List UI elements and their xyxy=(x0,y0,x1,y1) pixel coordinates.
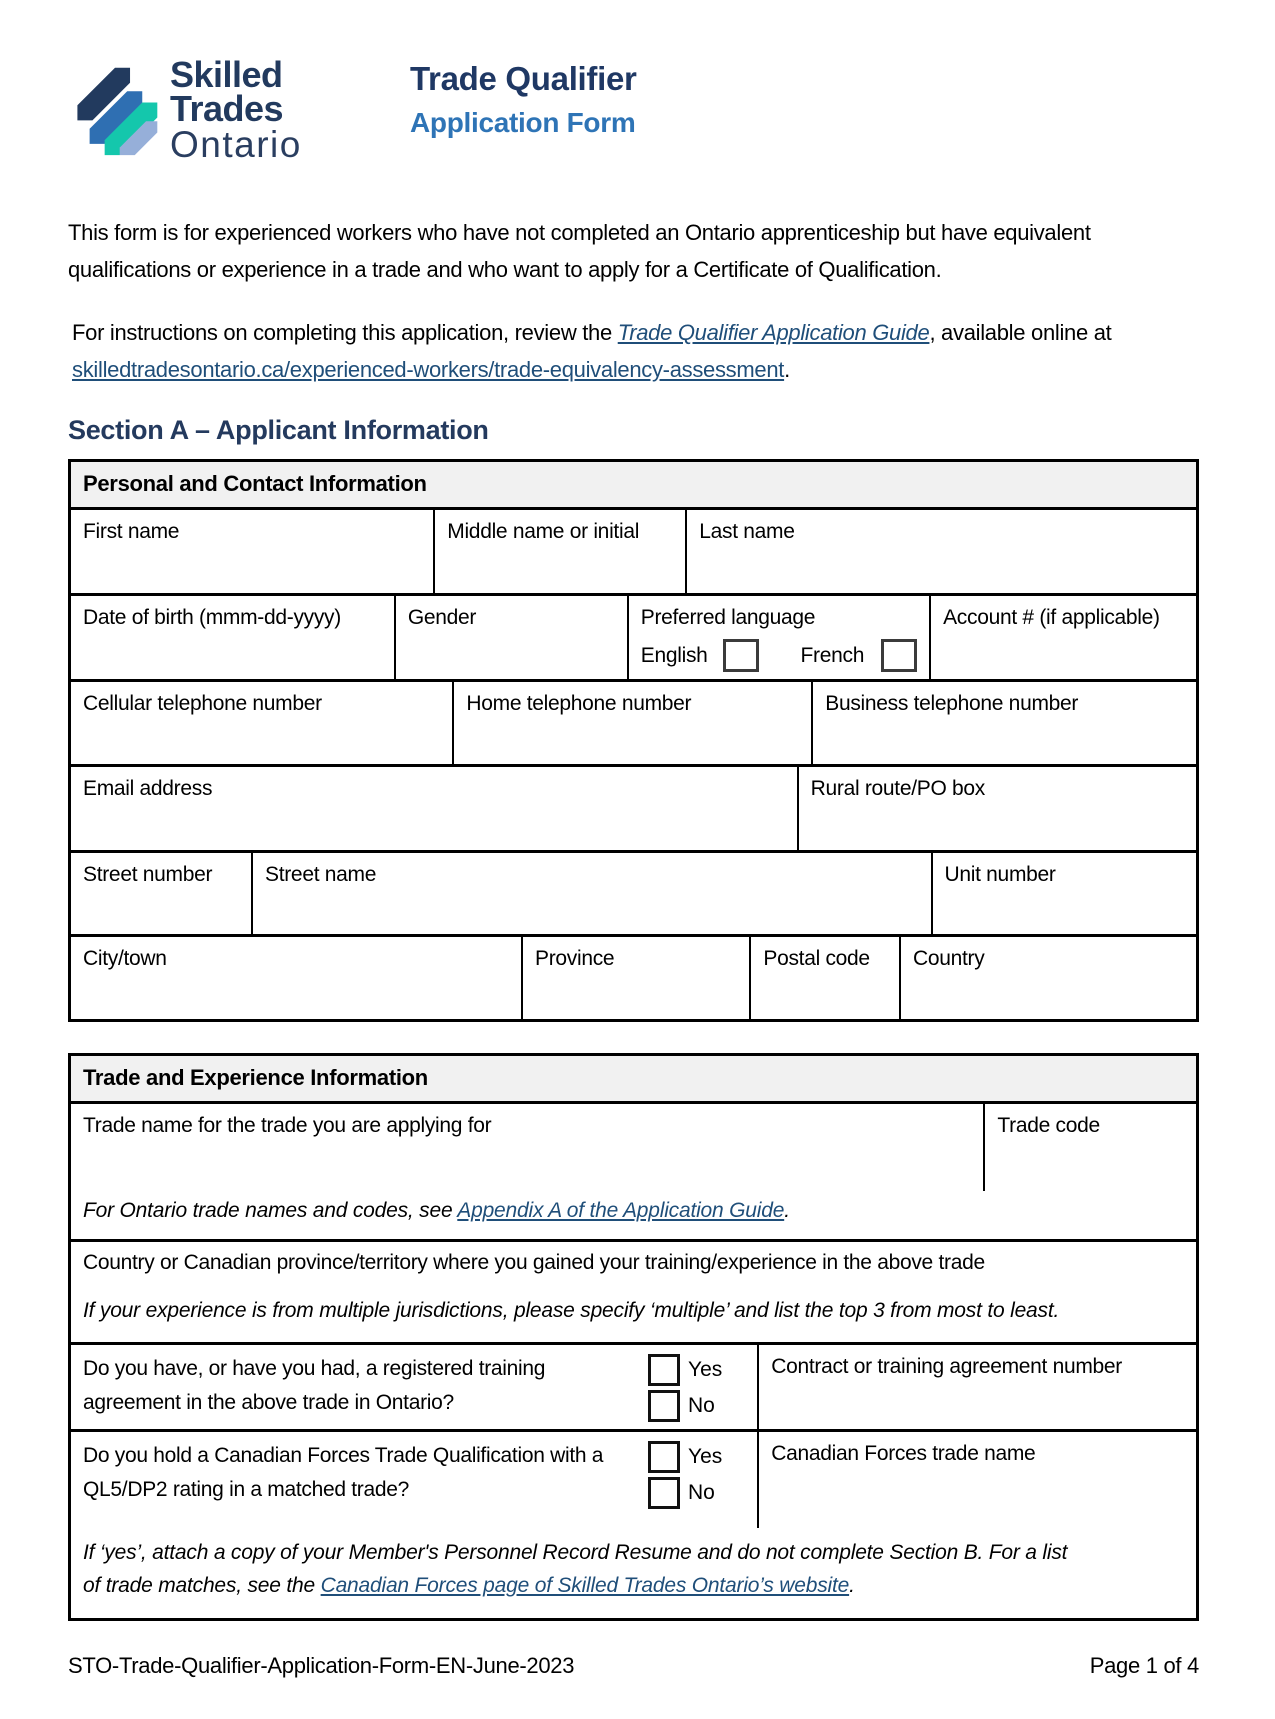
rural-route-field[interactable] xyxy=(797,767,1196,850)
unit-number-label: Unit number xyxy=(944,863,1056,886)
canadian-forces-yes-no xyxy=(648,1439,740,1521)
experience-country-label: Country or Canadian province/territory where you gained your training/experience in the above trade xyxy=(83,1251,985,1274)
street-address-row xyxy=(71,853,1196,937)
gender-label: Gender xyxy=(407,606,477,629)
home-phone-field[interactable] xyxy=(452,682,811,764)
name-row xyxy=(71,510,1196,596)
preferred-language-label: Preferred language xyxy=(640,606,816,629)
first-name-label: First name xyxy=(83,520,180,543)
canadian-forces-question-row xyxy=(71,1432,1196,1618)
yes-label: Yes xyxy=(688,1358,723,1381)
street-number-field[interactable] xyxy=(71,853,251,934)
no-label: No xyxy=(688,1394,715,1417)
gender-field[interactable] xyxy=(394,596,627,679)
brand-wordmark xyxy=(170,54,302,165)
dob-gender-language-row xyxy=(71,596,1196,682)
forces-note-pre: If ‘yes’, attach a copy of your Member's Personnel Record Resume and do not complete Section B. For a list of trade matches, see the xyxy=(83,1541,1068,1597)
document-subtitle: Application Form xyxy=(410,107,636,138)
trade-experience-table xyxy=(68,1053,1199,1621)
trade-name-row xyxy=(71,1104,1196,1242)
city-province-row xyxy=(71,937,1196,1019)
phone-numbers-row xyxy=(71,682,1196,767)
canadian-forces-no-checkbox[interactable] xyxy=(648,1477,680,1509)
rural-route-label: Rural route/PO box xyxy=(810,777,985,800)
diagonal-stripes-logo-icon xyxy=(68,56,162,164)
business-phone-label: Business telephone number xyxy=(825,692,1079,715)
last-name-field[interactable] xyxy=(685,510,1196,593)
english-option-label: English xyxy=(640,644,708,667)
last-name-label: Last name xyxy=(699,520,795,543)
forces-note-post: . xyxy=(849,1574,855,1597)
french-checkbox[interactable] xyxy=(881,639,917,672)
city-town-label: City/town xyxy=(83,947,167,970)
instructions-text-pre: For instructions on completing this application, review the xyxy=(72,320,618,345)
date-of-birth-label: Date of birth (mmm-dd-yyyy) xyxy=(83,606,341,629)
account-number-label: Account # (if applicable) xyxy=(943,606,1160,629)
cellular-phone-field[interactable] xyxy=(71,682,452,764)
trade-name-field[interactable] xyxy=(71,1104,983,1191)
document-header xyxy=(68,56,1199,178)
country-label: Country xyxy=(913,947,985,970)
street-name-label: Street name xyxy=(265,863,377,886)
street-name-field[interactable] xyxy=(251,853,931,934)
preferred-language-field xyxy=(627,596,929,679)
page-number: Page 1 of 4 xyxy=(1089,1653,1199,1678)
unit-number-field[interactable] xyxy=(931,853,1197,934)
email-row xyxy=(71,767,1196,853)
postal-code-label: Postal code xyxy=(763,947,870,970)
french-option-label: French xyxy=(800,644,865,667)
canadian-forces-trade-name-field[interactable] xyxy=(757,1432,1196,1528)
province-field[interactable] xyxy=(521,937,749,1019)
section-a-heading: Section A – Applicant Information xyxy=(68,415,489,445)
contract-number-label: Contract or training agreement number xyxy=(771,1355,1123,1378)
trade-experience-table-header: Trade and Experience Information xyxy=(71,1056,1196,1104)
document-id: STO-Trade-Qualifier-Application-Form-EN-June-2023 xyxy=(68,1653,575,1678)
english-checkbox[interactable] xyxy=(723,639,759,672)
instructions-text-post: . xyxy=(784,357,790,382)
appendix-a-link[interactable]: Appendix A of the Application Guide xyxy=(457,1199,785,1222)
trade-name-label: Trade name for the trade you are applying for xyxy=(83,1114,492,1137)
yes-label: Yes xyxy=(688,1445,723,1468)
no-label: No xyxy=(688,1481,715,1504)
brand-line-trades: Trades xyxy=(170,88,284,129)
canadian-forces-page-link[interactable]: Canadian Forces page of Skilled Trades Ontario’s website xyxy=(320,1574,850,1597)
instructions-paragraph xyxy=(72,314,1172,388)
canadian-forces-question: Do you hold a Canadian Forces Trade Qualification with a QL5/DP2 rating in a matched trade? xyxy=(83,1444,604,1501)
country-field[interactable] xyxy=(899,937,1196,1019)
street-number-label: Street number xyxy=(83,863,213,886)
training-agreement-question: Do you have, or have you had, a registered training agreement in the above trade in Ontario? xyxy=(83,1357,546,1414)
document-title: Trade Qualifier xyxy=(410,60,637,97)
canadian-forces-question-cell xyxy=(71,1432,757,1528)
trade-code-note xyxy=(71,1191,1196,1239)
website-url-link[interactable]: skilledtradesontario.ca/experienced-workers/trade-equivalency-assessment xyxy=(72,357,785,382)
title-block xyxy=(410,60,637,139)
canadian-forces-note xyxy=(71,1528,1081,1618)
brand-line-skilled: Skilled xyxy=(170,54,283,95)
account-number-field[interactable] xyxy=(929,596,1196,679)
home-phone-label: Home telephone number xyxy=(466,692,692,715)
personal-contact-table-header: Personal and Contact Information xyxy=(71,462,1196,510)
language-options xyxy=(641,639,917,672)
email-address-label: Email address xyxy=(83,777,213,800)
experience-country-row xyxy=(71,1242,1196,1345)
canadian-forces-yes-checkbox[interactable] xyxy=(648,1441,680,1473)
training-agreement-yes-no xyxy=(648,1352,740,1422)
cellular-phone-label: Cellular telephone number xyxy=(83,692,322,715)
training-agreement-question-cell xyxy=(71,1345,757,1429)
training-agreement-yes-checkbox[interactable] xyxy=(648,1354,680,1386)
canadian-forces-trade-name-label: Canadian Forces trade name xyxy=(771,1442,1036,1465)
contract-number-field[interactable] xyxy=(757,1345,1196,1429)
personal-contact-table xyxy=(68,459,1199,1022)
training-agreement-question-row xyxy=(71,1345,1196,1432)
instructions-text-mid: , available online at xyxy=(929,320,1112,345)
city-town-field[interactable] xyxy=(71,937,521,1019)
trade-code-label: Trade code xyxy=(997,1114,1100,1137)
brand-line-ontario: Ontario xyxy=(170,124,302,165)
first-name-field[interactable] xyxy=(71,510,433,593)
page-footer xyxy=(68,1653,1199,1679)
multiple-jurisdictions-note: If your experience is from multiple jurisdictions, please specify ‘multiple’ and list the top 3 from most to least. xyxy=(83,1299,1060,1322)
training-agreement-no-checkbox[interactable] xyxy=(648,1390,680,1422)
application-guide-link[interactable]: Trade Qualifier Application Guide xyxy=(617,320,930,345)
trade-code-field[interactable] xyxy=(983,1104,1196,1191)
email-address-field[interactable] xyxy=(71,767,797,850)
middle-name-label: Middle name or initial xyxy=(447,520,640,543)
experience-country-field[interactable] xyxy=(71,1242,1196,1342)
intro-paragraph: This form is for experienced workers who have not completed an Ontario apprenticeship but have equivalent qualifications or experience in a trade and who want to apply for a Certificate of Qualification. xyxy=(68,220,1091,282)
trade-note-post: . xyxy=(784,1199,790,1222)
middle-name-field[interactable] xyxy=(433,510,685,593)
trade-note-pre: For Ontario trade names and codes, see xyxy=(83,1199,458,1222)
province-label: Province xyxy=(535,947,615,970)
business-phone-field[interactable] xyxy=(811,682,1196,764)
postal-code-field[interactable] xyxy=(749,937,899,1019)
date-of-birth-field[interactable] xyxy=(71,596,394,679)
